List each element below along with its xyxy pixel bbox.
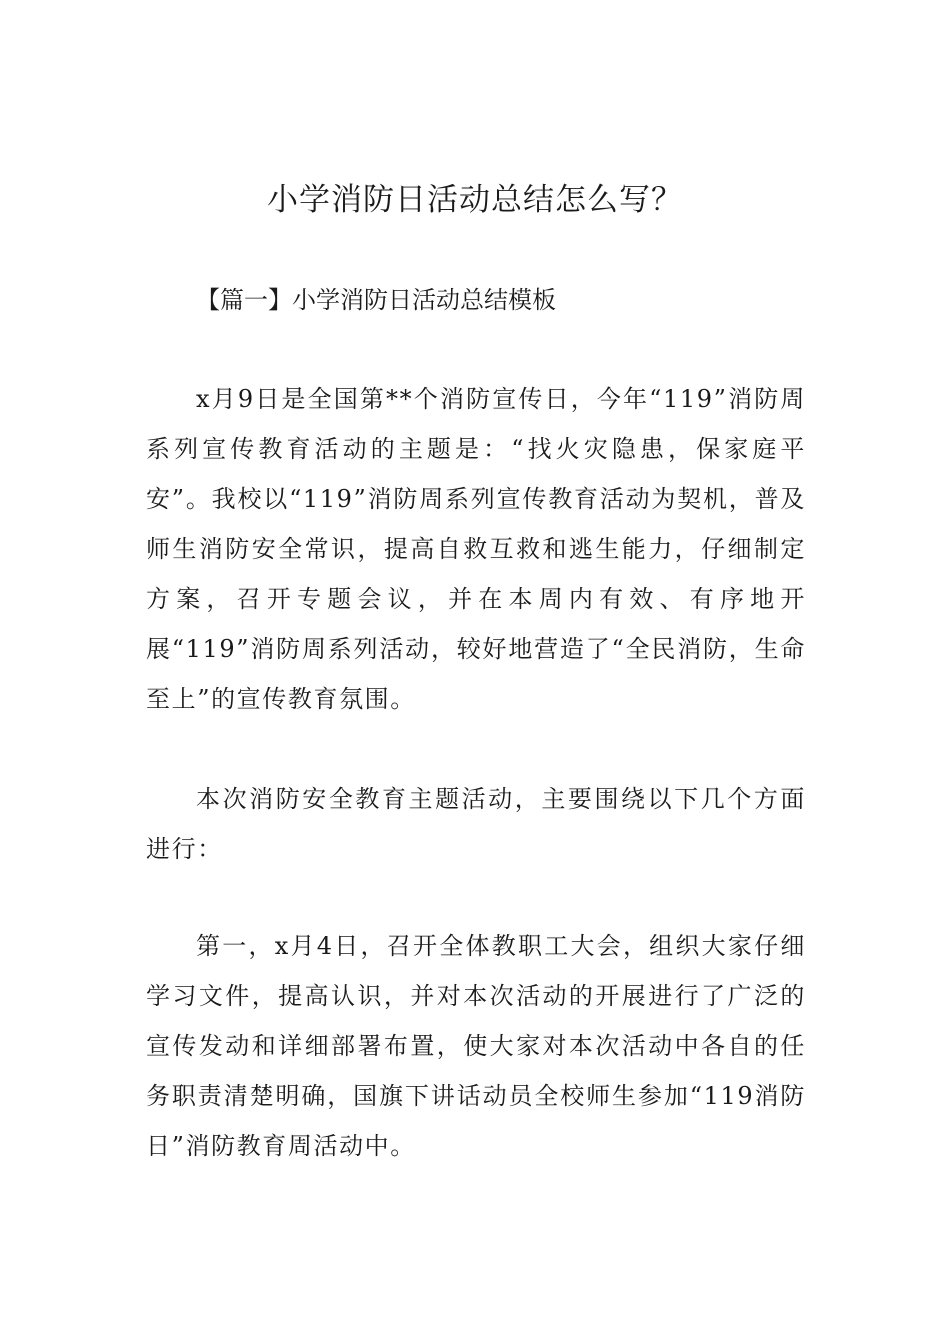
paragraph-overview: 本次消防安全教育主题活动，主要围绕以下几个方面进行：	[146, 785, 806, 863]
paragraph-first-point: 第一，x月4日，召开全体教职工大会，组织大家仔细学习文件，提高认识，并对本次活动的开展进行了广泛的宣传发动和详细部署布置，使大家对本次活动中各自的任务职责清楚明确，国旗下讲话动员全校师生参加“119消防日”消防教育周活动中。	[146, 932, 806, 1160]
section-heading: 【篇一】小学消防日活动总结模板	[196, 286, 556, 314]
paragraph-intro: x月9日是全国第**个消防宣传日，今年“119”消防周系列宣传教育活动的主题是：“找火灾隐患，保家庭平安”。我校以“119”消防周系列宣传教育活动为契机，普及师生消防安全常识，提高自救互救和逃生能力，仔细制定方案，召开专题会议，并在本周内有效、有序地开展“119”消防周系列活动，较好地营造了“全民消防，生命至上”的宣传教育氛围。	[146, 385, 806, 713]
document-title: 小学消防日活动总结怎么写？	[267, 182, 683, 218]
